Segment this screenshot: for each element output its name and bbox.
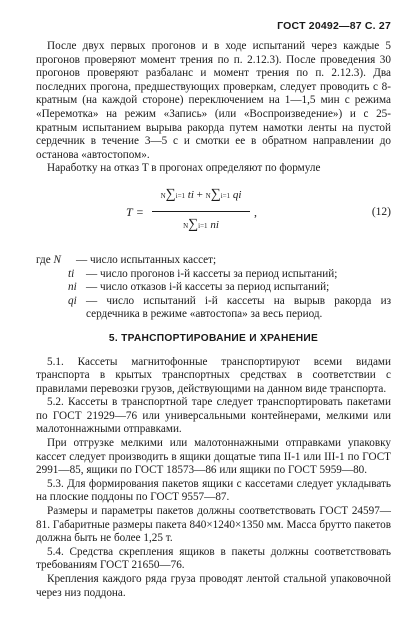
- paragraph-5-3-dimensions: Размеры и параметры пакетов должны соответствовать ГОСТ 24597—81. Габаритные размеры пакета 840×1240×1350 мм. Масса брутто пакетов должна быть не более 1,25 т.: [36, 505, 391, 545]
- paragraph-5-4: 5.4. Средства скрепления ящиков в пакеты должны соответствовать требованиям ГОСТ 21650—76.: [36, 545, 391, 572]
- sum-sign-2: N∑i=1: [205, 186, 231, 202]
- page-header: ГОСТ 20492—87 С. 27: [277, 20, 391, 32]
- paragraph-test-procedure: После двух первых прогонов и в ходе испытаний через каждые 5 прогонов проверяют момент трения по п. 2.12.3). После проведения 30 прогонов проверяют разбаланс и момент трения по п. 2.12.3). Два последних прогона, предшествующих проверкам, следует проводить с 8-кратным (на каждой стороне) переключением на 1—1,5 мин с режима «Перемотка» на режим «Запись» (или «Воспроизведение») и с 25-кратным испытанием вырыва ракорда путем намотки ленты на пустой сердечник в течение 3—5 с и смотки ее в обратном направлении до останова «автостопом».: [36, 40, 391, 161]
- paragraph-5-1: 5.1. Кассеты магнитофонные транспортируют всеми видами транспорта в крытых транспортных средствах в соответствии с правилами перевозки грузов, действующими на данном виде транспорта.: [36, 355, 391, 395]
- formula-numerator: N∑i=1 ti + N∑i=1 qi: [160, 186, 242, 202]
- term-n: ni: [210, 218, 219, 231]
- definition-n: где N — число испытанных кассет;: [36, 253, 217, 266]
- term-q: qi: [232, 188, 242, 201]
- paragraph-5-2-shipping: При отгрузке мелкими или малотоннажными отправками упаковку кассет следует производить в ящики дощатые типа II-1 или III-1 по ГОСТ 2991—85, ящики по ГОСТ 18573—86 или ящики по ГОСТ 5959—80.: [36, 437, 391, 477]
- sum-sign-3: N∑i=1: [183, 216, 208, 232]
- definition-q: qi — число испытаний i-й кассеты на вырыв ракорда из сердечника в режиме «автостопа» за весь период.: [68, 294, 391, 321]
- formula-12: T = N∑i=1 ti + N∑i=1 qi N∑i=1 ni , (12): [36, 178, 391, 250]
- document-body: [36, 40, 391, 600]
- paragraph-formula-intro: Наработку на отказ T в прогонах определяют по формуле: [47, 162, 321, 175]
- formula-fraction: [152, 180, 250, 244]
- definition-t: ti — число прогонов i-й кассеты за период испытаний;: [68, 267, 338, 280]
- definition-n-failures: ni — число отказов i-й кассеты за период испытаний;: [68, 281, 330, 294]
- fraction-bar: [152, 211, 250, 212]
- section-title: 5. ТРАНСПОРТИРОВАНИЕ И ХРАНЕНИЕ: [108, 332, 319, 344]
- paragraph-5-2: 5.2. Кассеты в транспортной таре следует транспортировать пакетами по ГОСТ 21929—76 или универсальными контейнерами, мелкими или малотоннажными отправками.: [36, 396, 391, 436]
- term-t: ti: [187, 188, 194, 201]
- formula-lhs: T =: [126, 204, 144, 219]
- sum-sign-1: N∑i=1: [160, 186, 186, 202]
- paragraph-5-4-fastening: Крепления каждого ряда груза проводят лентой стальной упаковочной через низ поддона.: [36, 573, 391, 599]
- equation-number: (12): [371, 205, 391, 218]
- formula-denominator: [152, 218, 250, 234]
- paragraph-5-3: 5.3. Для формирования пакетов ящики с кассетами следует укладывать на плоские поддоны по ГОСТ 9557—87.: [36, 477, 391, 504]
- definitions-list: [36, 254, 391, 322]
